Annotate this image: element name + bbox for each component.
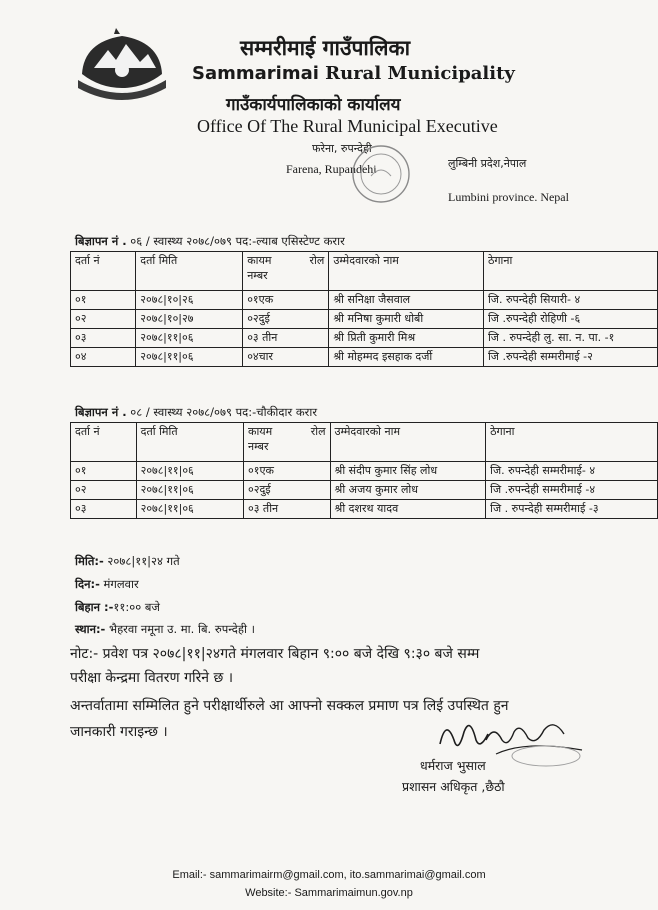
notice-1-text: ०६ / स्वास्थ्य २०७८/०७९ पद:-ल्याब एसिस्टेण्ट करार bbox=[126, 234, 345, 248]
table-header-row bbox=[71, 252, 658, 291]
cell-no: ०२ bbox=[71, 310, 136, 329]
cell-date: २०७८|११|०६ bbox=[136, 348, 243, 367]
cell-roll: ०२दुई bbox=[243, 310, 329, 329]
col-address: ठेगाना bbox=[483, 252, 657, 291]
cell-name: श्री प्रिती कुमारी मिश्र bbox=[329, 329, 484, 348]
exam-day bbox=[75, 577, 139, 592]
municipality-title-nepali: सम्मरीमाई गाउँपालिका bbox=[240, 36, 411, 60]
province-english: Lumbini province. Nepal bbox=[448, 190, 569, 204]
exam-date bbox=[75, 554, 180, 569]
cell-address: जि .रुपन्देही सम्मरीमाई -४ bbox=[486, 481, 658, 500]
cell-date: २०७८|११|०६ bbox=[136, 462, 243, 481]
cell-roll: ०३ तीन bbox=[244, 500, 331, 519]
footer-email bbox=[0, 868, 658, 881]
col-roll-a: कायम bbox=[248, 425, 273, 438]
cell-no: ०१ bbox=[71, 291, 136, 310]
table-row bbox=[71, 500, 658, 519]
cell-name: श्री मोहम्मद इसहाक दर्जी bbox=[329, 348, 484, 367]
exam-time-label: बिहान :- bbox=[75, 600, 114, 614]
office-stamp-icon bbox=[345, 128, 417, 220]
cell-date: २०७८|११|०६ bbox=[136, 500, 243, 519]
exam-venue bbox=[75, 622, 255, 637]
table-row bbox=[71, 329, 658, 348]
cell-no: ०४ bbox=[71, 348, 136, 367]
exam-venue-label: स्थान:- bbox=[75, 622, 106, 636]
cell-date: २०७८|१०|२६ bbox=[136, 291, 243, 310]
col-roll-b: रोल bbox=[310, 425, 326, 438]
title-english-part2: Rural Municipality bbox=[325, 63, 515, 84]
notice-2-label: बिज्ञापन नं . bbox=[75, 405, 127, 419]
cell-roll: ०१एक bbox=[244, 462, 331, 481]
province-nepali: लुम्बिनी प्रदेश,नेपाल bbox=[448, 157, 527, 170]
notice-2-text: ०८ / स्वास्थ्य २०७८/०७९ पद:-चौकीदार करार bbox=[126, 405, 318, 419]
table-row bbox=[71, 462, 658, 481]
cell-date: २०७८|१०|२७ bbox=[136, 310, 243, 329]
cell-date: २०७८|११|०६ bbox=[136, 329, 243, 348]
notice-1-title bbox=[75, 234, 345, 249]
col-reg-date: दर्ता मिति bbox=[136, 252, 243, 291]
col-roll-c: नम्बर bbox=[248, 440, 269, 453]
address-nepali: फरेना, रुपन्देही bbox=[312, 142, 372, 155]
footer-website-link[interactable]: Sammarimaimun.gov.np bbox=[294, 887, 413, 899]
exam-day-label: दिन:- bbox=[75, 577, 100, 591]
col-reg-date: दर्ता मिति bbox=[136, 423, 243, 462]
cell-no: ०१ bbox=[71, 462, 137, 481]
cell-name: श्री अजय कुमार लोध bbox=[330, 481, 486, 500]
col-roll-number bbox=[244, 423, 331, 462]
cell-address: जि . रुपन्देही सम्मरीमाई -३ bbox=[486, 500, 658, 519]
col-roll-number bbox=[243, 252, 329, 291]
col-roll-c: नम्बर bbox=[247, 269, 268, 282]
exam-time-value: ११:०० बजे bbox=[113, 600, 160, 614]
signer-designation: प्रशासन अधिकृत ,छैठौ bbox=[402, 779, 505, 794]
table-row bbox=[71, 310, 658, 329]
footer-website-label: Website:- bbox=[245, 887, 295, 899]
col-reg-no: दर्ता नं bbox=[71, 423, 137, 462]
cell-address: जि. रुपन्देही सम्मरीमाई- ४ bbox=[486, 462, 658, 481]
paragraph-line-1: अन्तर्वातामा सम्मिलित हुने परीक्षार्थीरुले आ आफ्नो सक्कल प्रमाण पत्र लिई उपस्थित हुन bbox=[70, 698, 509, 714]
exam-date-label: मिति:- bbox=[75, 554, 104, 568]
cell-no: ०३ bbox=[71, 329, 136, 348]
cell-no: ०२ bbox=[71, 481, 137, 500]
cell-roll: ०२दुई bbox=[244, 481, 331, 500]
table-header-row bbox=[71, 423, 658, 462]
table-row bbox=[71, 291, 658, 310]
office-title-nepali: गाउँकार्यपालिकाको कार्यालय bbox=[226, 95, 401, 115]
col-candidate-name: उम्मेदवारको नाम bbox=[329, 252, 484, 291]
notice-1-table bbox=[70, 251, 658, 367]
cell-roll: ०४चार bbox=[243, 348, 329, 367]
table-row bbox=[71, 481, 658, 500]
footer-email-label: Email:- bbox=[172, 869, 210, 881]
nepal-emblem-icon bbox=[74, 26, 170, 104]
office-title-english: Office Of The Rural Municipal Executive bbox=[197, 116, 498, 136]
exam-venue-value: भैहरवा नमूना उ. मा. बि. रुपन्देही । bbox=[105, 622, 255, 636]
address-english: Farena, Rupandehi bbox=[286, 162, 377, 176]
exam-day-value: मंगलवार bbox=[99, 577, 139, 591]
cell-no: ०३ bbox=[71, 500, 137, 519]
footer-email-link[interactable]: sammarimairm@gmail.com, ito.sammarimai@gmail.com bbox=[209, 869, 486, 881]
note-line-2: परीक्षा केन्द्रमा वितरण गरिने छ । bbox=[70, 670, 234, 686]
notice-1-label: बिज्ञापन नं . bbox=[75, 234, 127, 248]
title-english-part1: Sammarimai bbox=[192, 63, 326, 84]
col-reg-no: दर्ता नं bbox=[71, 252, 136, 291]
cell-roll: ०३ तीन bbox=[243, 329, 329, 348]
cell-address: जि .रुपन्देही रोहिणी -६ bbox=[483, 310, 657, 329]
cell-address: जि . रुपन्देही लु. सा. न. पा. -१ bbox=[483, 329, 657, 348]
cell-name: श्री सनिक्षा जैसवाल bbox=[329, 291, 484, 310]
notice-2-table bbox=[70, 422, 658, 519]
municipality-title-english bbox=[192, 63, 515, 84]
col-roll-a: कायम bbox=[247, 254, 272, 267]
signer-name: धर्मराज भुसाल bbox=[420, 758, 486, 773]
cell-roll: ०१एक bbox=[243, 291, 329, 310]
col-roll-b: रोल bbox=[309, 254, 325, 267]
cell-name: श्री दशरथ यादव bbox=[330, 500, 486, 519]
cell-name: श्री संदीप कुमार सिंह लोध bbox=[330, 462, 486, 481]
paragraph-line-2: जानकारी गराइन्छ । bbox=[70, 724, 168, 740]
cell-name: श्री मनिषा कुमारी धोबी bbox=[329, 310, 484, 329]
notice-2-title bbox=[75, 405, 317, 420]
cell-address: जि .रुपन्देही सम्मरीमाई -२ bbox=[483, 348, 657, 367]
exam-time bbox=[75, 600, 160, 615]
exam-date-value: २०७८|११|२४ गते bbox=[103, 554, 180, 568]
cell-address: जि. रुपन्देही सियारी- ४ bbox=[483, 291, 657, 310]
table-row bbox=[71, 348, 658, 367]
col-address: ठेगाना bbox=[486, 423, 658, 462]
col-candidate-name: उम्मेदवारको नाम bbox=[330, 423, 486, 462]
cell-date: २०७८|११|०६ bbox=[136, 481, 243, 500]
footer-website bbox=[0, 886, 658, 899]
note-line-1: नोट:- प्रवेश पत्र २०७८|११|२४गते मंगलवार बिहान ९:०० बजे देखि ९:३० बजे सम्म bbox=[70, 646, 480, 662]
